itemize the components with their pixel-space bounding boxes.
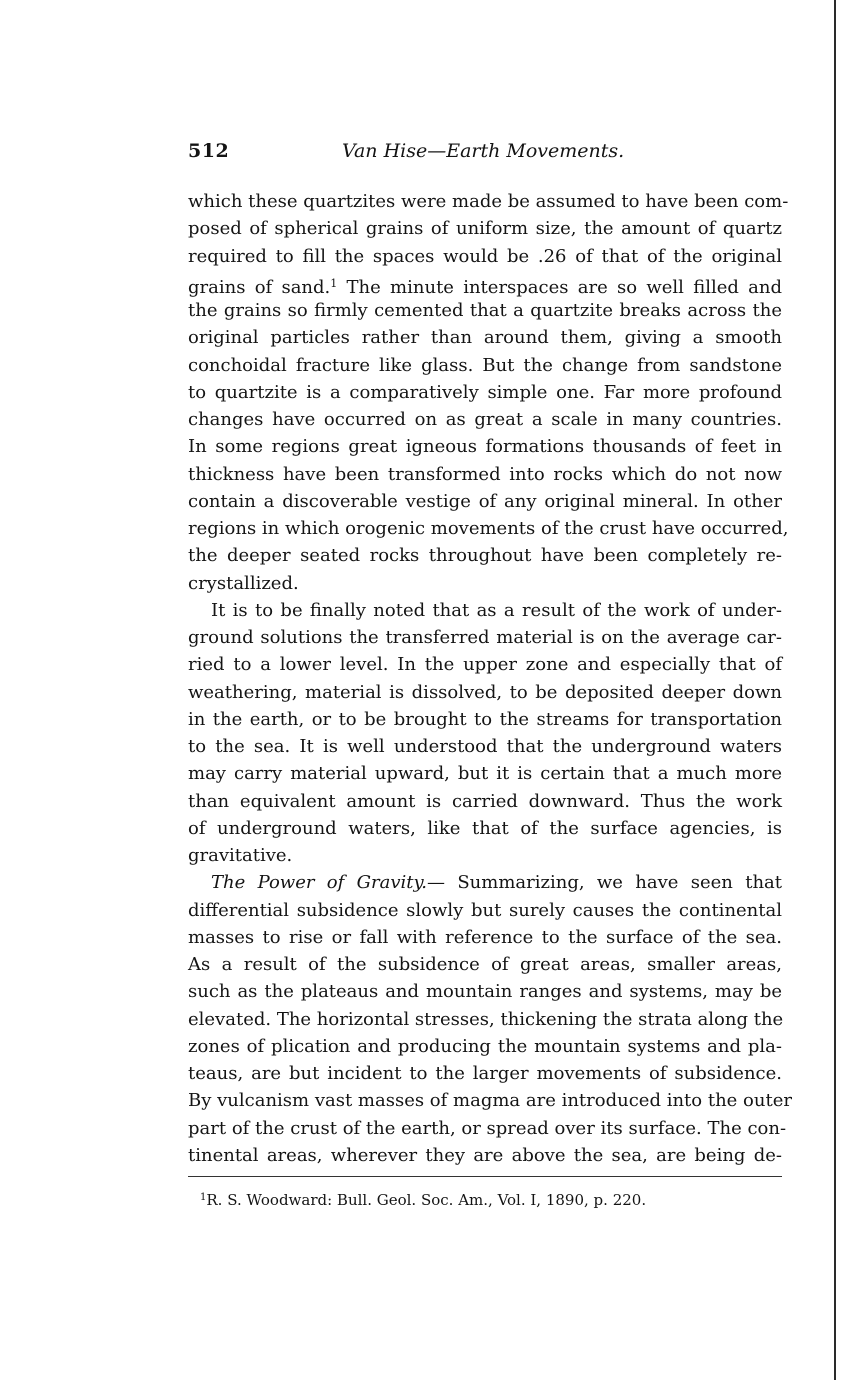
page-number: 512: [188, 140, 230, 162]
footnote-reference: 1: [330, 276, 338, 290]
section-heading-line: [188, 869, 782, 896]
text-line: thickness have been transformed into rocks which do not now: [188, 463, 782, 485]
text-line: zones of plication and producing the mountain systems and pla-: [188, 1035, 782, 1057]
text-line: than equivalent amount is carried downward. Thus the work: [188, 790, 782, 812]
text-line: ground solutions the transferred material is on the average car-: [188, 627, 782, 648]
text-line: the deeper seated rocks throughout have been completely re-: [188, 545, 782, 567]
text-line: By vulcanism vast masses of magma are introduced into the outer: [188, 1090, 792, 1112]
running-title: Van Hise—Earth Movements.: [342, 140, 625, 162]
text-line: masses to rise or fall with reference to the surface of the sea.: [188, 926, 782, 948]
text-line: part of the crust of the earth, or spread over its surface. The con-: [188, 1117, 787, 1139]
text-line: such as the plateaus and mountain ranges and systems, may be: [188, 981, 782, 1003]
text-line: gravitative.: [188, 845, 293, 866]
text-line: weathering, material is dissolved, to be deposited deeper down: [188, 681, 782, 703]
text-line: posed of spherical grains of uniform size, the amount of quartz: [188, 218, 782, 240]
footnote-marker: 1: [200, 1192, 207, 1203]
text-line: teaus, are but incident to the larger movements of subsidence.: [188, 1063, 782, 1084]
paragraph-first-line: It is to be finally noted that as a result of the work of under-: [211, 599, 782, 621]
text-segment: grains of sand.: [188, 276, 331, 298]
text-line: contain a discoverable vestige of any original mineral. In other: [188, 490, 782, 512]
body-text: [188, 188, 792, 1169]
text-line: to quartzite is a comparatively simple one. Far more profound: [188, 381, 782, 403]
text-line-with-footnote-ref: [188, 270, 782, 297]
text-line: the grains so firmly cemented that a quartzite breaks across the: [188, 300, 782, 321]
text-line: required to fill the spaces would be .26 of that of the original: [188, 245, 782, 267]
text-line: to the sea. It is well understood that the underground waters: [188, 736, 782, 757]
section-heading: The Power of Gravity.: [211, 872, 427, 894]
text-line: original particles rather than around them, giving a smooth: [188, 327, 782, 349]
text-line: conchoidal fracture like glass. But the change from sandstone: [188, 354, 782, 376]
text-segment: — Summarizing, we have seen that: [427, 872, 782, 894]
text-line: changes have occurred on as great a scale in many countries.: [188, 409, 782, 430]
text-line: which these quartzites were made be assumed to have been com-: [188, 191, 789, 212]
text-line: In some regions great igneous formations thousands of feet in: [188, 436, 782, 458]
footnote-text: R. S. Woodward: Bull. Geol. Soc. Am., Vol. I, 1890, p. 220.: [206, 1191, 647, 1209]
text-line: ried to a lower level. In the upper zone and especially that of: [188, 654, 782, 676]
text-line: differential subsidence slowly but surely causes the continental: [188, 899, 782, 921]
text-line: crystallized.: [188, 572, 299, 594]
running-head: [188, 140, 782, 170]
text-line: in the earth, or to be brought to the streams for transportation: [188, 708, 782, 730]
text-line: of underground waters, like that of the surface agencies, is: [188, 817, 782, 839]
text-line: As a result of the subsidence of great areas, smaller areas,: [188, 954, 782, 975]
text-segment: The minute interspaces are so well filled and: [337, 276, 782, 298]
footnote: [200, 1186, 782, 1212]
text-line: may carry material upward, but it is certain that a much more: [188, 763, 782, 785]
page-edge-border: [834, 0, 836, 1380]
text-line: tinental areas, wherever they are above the sea, are being de-: [188, 1144, 782, 1166]
text-line: elevated. The horizontal stresses, thickening the strata along the: [188, 1008, 784, 1030]
text-line: regions in which orogenic movements of the crust have occurred,: [188, 518, 789, 539]
footnote-divider: [188, 1176, 782, 1177]
